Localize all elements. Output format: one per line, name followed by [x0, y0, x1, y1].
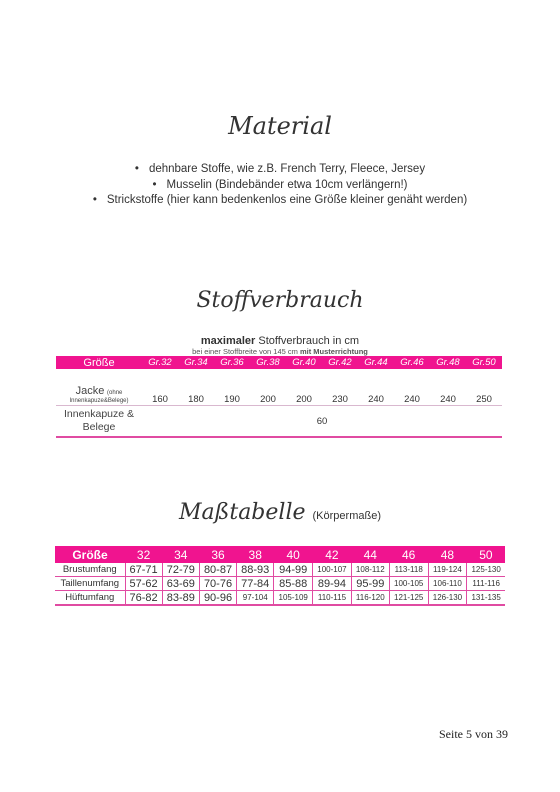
size-row-label: Taillenumfang: [55, 577, 125, 591]
fabric-header-cell: Gr.50: [466, 356, 502, 369]
size-value: 63-69: [162, 577, 199, 591]
size-value: 110-115: [313, 591, 352, 606]
fabric-value: 190: [214, 369, 250, 406]
size-value: 121-125: [389, 591, 428, 606]
fabric-value: 200: [286, 369, 322, 406]
size-row-waist: [55, 577, 505, 591]
fabric-header-cell: Gr.32: [142, 356, 178, 369]
fabric-header-cell: Gr.36: [214, 356, 250, 369]
size-value: 76-82: [125, 591, 162, 606]
fabric-header-cell: Gr.42: [322, 356, 358, 369]
fabric-row-hood: [56, 406, 502, 438]
size-value: 131-135: [467, 591, 505, 606]
size-value: 100-105: [389, 577, 428, 591]
size-value: 89-94: [313, 577, 352, 591]
size-value: 116-120: [351, 591, 389, 606]
size-value: 95-99: [351, 577, 389, 591]
size-value: 94-99: [274, 563, 313, 577]
size-table: [55, 546, 505, 606]
fabric-header-cell: Gr.34: [178, 356, 214, 369]
size-value: 97-104: [237, 591, 274, 606]
fabric-table: [56, 356, 502, 438]
fabric-value: 250: [466, 369, 502, 406]
fabric-value: 240: [358, 369, 394, 406]
fabric-value: 240: [394, 369, 430, 406]
size-value: 126-130: [428, 591, 467, 606]
size-value: 108-112: [351, 563, 389, 577]
fabric-row-label: [56, 369, 142, 406]
size-value: 83-89: [162, 591, 199, 606]
fabric-header-cell: Gr.40: [286, 356, 322, 369]
size-header-cell: 40: [274, 546, 313, 563]
size-value: 106-110: [428, 577, 467, 591]
size-header-cell: 38: [237, 546, 274, 563]
size-header-cell: 36: [199, 546, 236, 563]
size-value: 88-93: [237, 563, 274, 577]
size-value: 67-71: [125, 563, 162, 577]
fabric-caption: [0, 335, 560, 347]
size-header-cell: 48: [428, 546, 467, 563]
material-item: • dehnbare Stoffe, wie z.B. French Terry, Fleece, Jersey: [0, 162, 560, 178]
size-row-label: Hüftumfang: [55, 591, 125, 606]
hood-value: 60: [142, 406, 502, 438]
size-header-row: [55, 546, 505, 563]
fabric-value: 200: [250, 369, 286, 406]
material-heading: Material: [228, 112, 332, 140]
measurements-heading-wrap: [0, 500, 560, 525]
size-value: 85-88: [274, 577, 313, 591]
fabric-subcaption: [0, 347, 560, 356]
fabric-header-cell: Gr.44: [358, 356, 394, 369]
hood-label: Innenkapuze & Belege: [56, 406, 142, 438]
size-header-cell: 44: [351, 546, 389, 563]
measurements-heading-suffix: (Körpermaße): [312, 510, 381, 522]
size-value: 57-62: [125, 577, 162, 591]
size-row-chest: [55, 563, 505, 577]
size-value: 90-96: [199, 591, 236, 606]
size-header-cell: 46: [389, 546, 428, 563]
size-value: 125-130: [467, 563, 505, 577]
jacket-label: Jacke: [75, 385, 105, 397]
fabric-caption-bold: maximaler: [200, 335, 256, 347]
fabric-subcaption-text: bei einer Stoffbreite von 145 cm: [192, 347, 300, 356]
size-value: 80-87: [199, 563, 236, 577]
size-value: 77-84: [237, 577, 274, 591]
fabric-value: 180: [178, 369, 214, 406]
fabric-header-cell: Gr.48: [430, 356, 466, 369]
fabric-subcaption-bold: mit Musterrichtung: [299, 347, 368, 356]
jacket-note-1: (ohne: [107, 390, 123, 396]
fabric-header-cell: Gr.38: [250, 356, 286, 369]
size-header-label: Größe: [55, 546, 125, 563]
measurements-heading: Maßtabelle: [179, 500, 306, 525]
size-header-cell: 42: [313, 546, 352, 563]
size-value: 119-124: [428, 563, 467, 577]
size-header-cell: 34: [162, 546, 199, 563]
material-item: • Strickstoffe (hier kann bedenkenlos eine Größe kleiner genäht werden): [0, 193, 560, 209]
size-row-hip: [55, 591, 505, 606]
fabric-caption-text: Stoffverbrauch in cm: [255, 335, 360, 347]
fabric-heading: Stoffverbrauch: [196, 288, 364, 313]
fabric-value: 240: [430, 369, 466, 406]
size-header-cell: 32: [125, 546, 162, 563]
fabric-header-cell: Gr.46: [394, 356, 430, 369]
material-list: [0, 162, 560, 209]
size-value: 72-79: [162, 563, 199, 577]
size-value: 105-109: [274, 591, 313, 606]
fabric-header-size: Größe: [56, 356, 142, 369]
fabric-row-jacket: [56, 369, 502, 406]
size-value: 111-116: [467, 577, 505, 591]
size-header-cell: 50: [467, 546, 505, 563]
size-row-label: Brustumfang: [55, 563, 125, 577]
size-value: 70-76: [199, 577, 236, 591]
page-number: Seite 5 von 39: [439, 727, 508, 741]
fabric-header-row: [56, 356, 502, 369]
material-item: • Musselin (Bindebänder etwa 10cm verlängern!): [0, 178, 560, 194]
fabric-value: 230: [322, 369, 358, 406]
size-value: 100-107: [313, 563, 352, 577]
size-value: 113-118: [389, 563, 428, 577]
fabric-value: 160: [142, 369, 178, 406]
jacket-note-2: Innenkapuze&Belege): [69, 398, 129, 404]
